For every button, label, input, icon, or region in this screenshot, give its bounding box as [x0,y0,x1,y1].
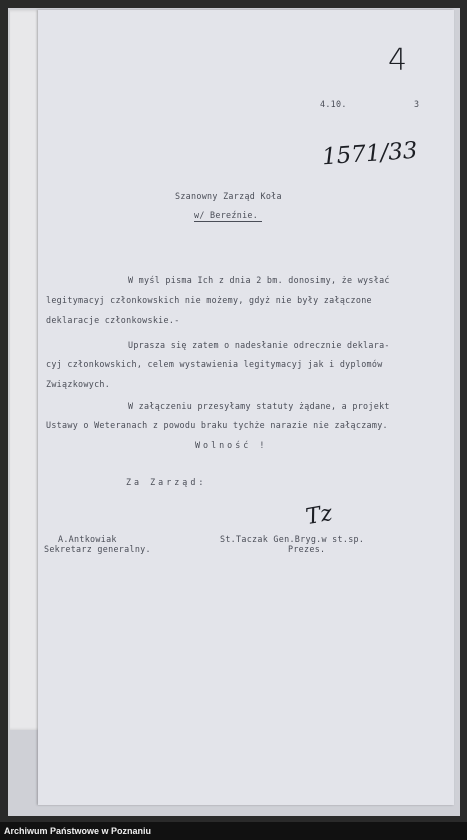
paragraph-2-line-3: Związkowych. [46,379,111,389]
signatory-right-name: St.Taczak Gen.Bryg.w st.sp. [220,534,365,544]
handwritten-signature: Tz [303,500,335,531]
paragraph-2-line-2: cyj członkowskich, celem wystawienia legitymacyj jak i dyplomów [46,359,383,369]
paragraph-2-line-1: Uprasza się zatem o nadesłanie odrecznie deklara- [128,340,390,350]
addressee-line-2: w/ Bereźnie. [194,210,259,220]
paragraph-1-line-3: deklaracje członkowskie.- [46,315,180,325]
addressee-line-1: Szanowny Zarząd Koła [175,191,282,201]
paragraph-1-line-1: W myśl pisma Ich z dnia 2 bm. donosimy, że wysłać [128,275,390,285]
signatory-right-title: Prezes. [288,544,326,554]
archive-footer-label: Archiwum Państwowe w Poznaniu [0,822,467,840]
paragraph-3-line-1: W załączeniu przesyłamy statuty żądane, a projekt [128,401,390,411]
addressee-underline [194,221,262,222]
paragraph-1-line-2: legitymacyj członkowskich nie możemy, gdyż nie były załączone [46,295,372,305]
reference-number: 1571/33 [321,137,419,171]
page-number: 4 [388,43,408,78]
signatory-left-title: Sekretarz generalny. [44,544,151,554]
greeting: Wolność ! [195,440,268,450]
date: 4.10. [320,99,347,109]
paragraph-3-line-2: Ustawy o Weteranach z powodu braku tychże narazie nie załączamy. [46,420,388,430]
date-mark: 3 [414,99,420,109]
board-signoff: Za Zarząd: [126,477,207,487]
signatory-left-name: A.Antkowiak [58,534,117,544]
